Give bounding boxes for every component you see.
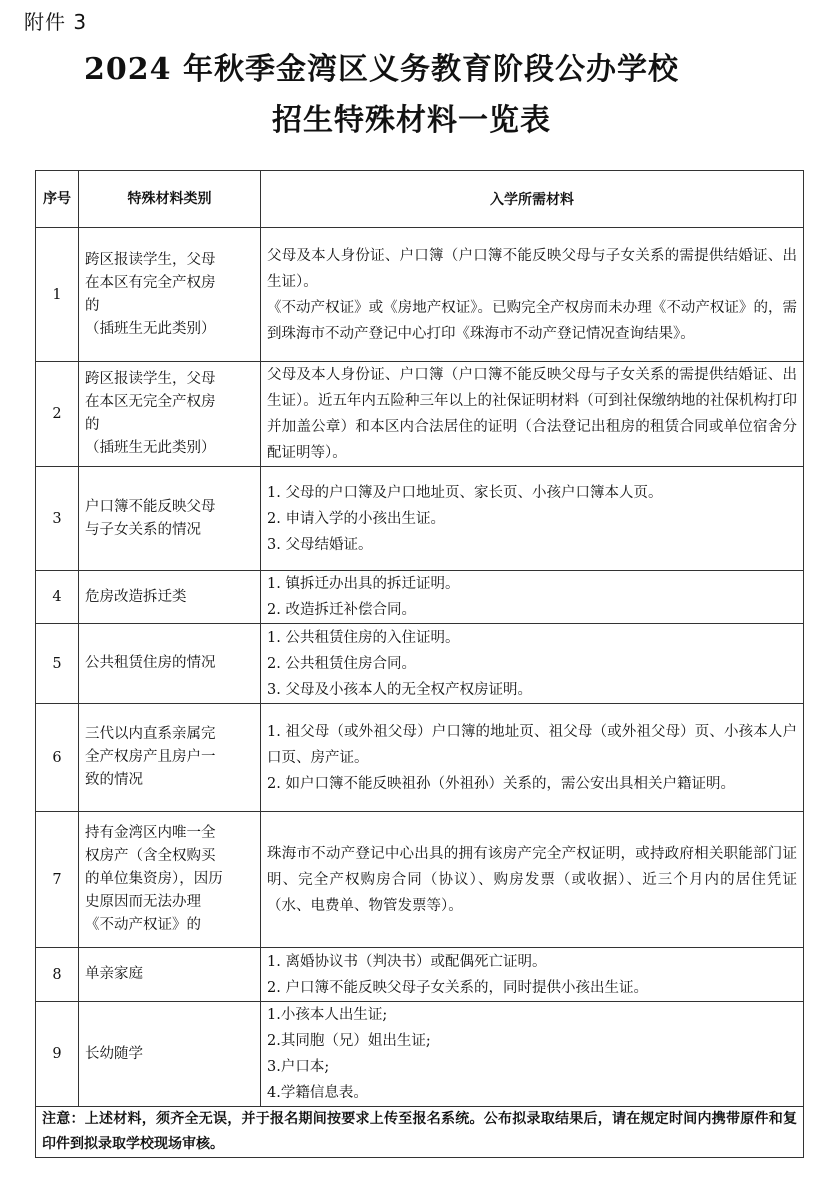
- requirement-item: 2.其同胞（兄）姐出生证;: [267, 1033, 431, 1049]
- page-subtitle: 招生特殊材料一览表: [272, 103, 551, 138]
- requirement-item: 4.学籍信息表。: [267, 1085, 368, 1101]
- row-number: 5: [36, 624, 79, 704]
- requirement-item: 珠海市不动产登记中心出具的拥有该房产完全产权证明，或持政府相关职能部门证明、完全产权购房合同（协议）、购房发票（或收据）、近三个月内的居住凭证（水、电费单、物管发票等）。: [267, 845, 797, 914]
- category-line: 史原因而无法办理: [85, 894, 201, 910]
- row-requirements: [261, 571, 804, 624]
- category-line: 长幼随学: [85, 1045, 143, 1062]
- row-category: [79, 812, 261, 948]
- row-number: 9: [36, 1002, 79, 1107]
- category-line: 的: [85, 297, 100, 314]
- requirement-item: 《不动产权证》或《房地产权证》。已购完全产权房而未办理《不动产权证》的，需到珠海市不动产登记中心打印《珠海市不动产登记情况查询结果》。: [267, 299, 797, 342]
- header-requirements: 入学所需材料: [261, 171, 804, 228]
- category-line: 公共租赁住房的情况: [85, 655, 216, 671]
- table-row: [36, 228, 804, 362]
- category-line: 全产权房产且房户一: [85, 749, 216, 765]
- table-row: [36, 362, 804, 467]
- category-line: 持有金湾区内唯一全: [85, 825, 216, 841]
- category-line: 在本区有完全产权房: [85, 274, 216, 291]
- row-category: [79, 228, 261, 362]
- requirement-item: 2. 改造拆迁补偿合同。: [267, 602, 416, 618]
- table-row: [36, 467, 804, 571]
- requirement-item: 1.小孩本人出生证;: [267, 1007, 388, 1023]
- category-line: 权房产（含全权购买: [85, 848, 216, 864]
- row-number: 6: [36, 704, 79, 812]
- requirement-item: 2. 户口簿不能反映父母子女关系的，同时提供小孩出生证。: [267, 979, 648, 996]
- header-category: 特殊材料类别: [79, 171, 261, 228]
- row-number: 4: [36, 571, 79, 624]
- row-requirements: [261, 1002, 804, 1107]
- row-requirements: [261, 467, 804, 571]
- requirement-item: 2. 申请入学的小孩出生证。: [267, 510, 445, 527]
- category-line: 单亲家庭: [85, 966, 143, 982]
- category-line: 的: [85, 417, 100, 433]
- requirement-item: 2. 公共租赁住房合同。: [267, 655, 416, 672]
- category-line: 危房改造拆迁类: [85, 588, 187, 605]
- row-requirements: [261, 812, 804, 948]
- table-row: [36, 624, 804, 704]
- requirement-item: 1. 祖父母（或外祖父母）户口簿的地址页、祖父母（或外祖父母）页、小孩本人户口页、房产证。: [267, 723, 797, 766]
- row-requirements: [261, 704, 804, 812]
- row-number: 8: [36, 948, 79, 1002]
- requirement-item: 2. 如户口簿不能反映祖孙（外祖孙）关系的，需公安出具相关户籍证明。: [267, 775, 735, 792]
- requirement-item: 1. 离婚协议书（判决书）或配偶死亡证明。: [267, 953, 547, 970]
- attachment-label: 附件 3: [24, 10, 88, 34]
- row-category: [79, 1002, 261, 1107]
- requirement-item: 1. 镇拆迁办出具的拆迁证明。: [267, 576, 460, 592]
- row-category: [79, 571, 261, 624]
- table-row: [36, 1002, 804, 1107]
- requirement-item: 3. 父母结婚证。: [267, 536, 373, 553]
- table-row: [36, 571, 804, 624]
- requirement-item: 父母及本人身份证、户口簿（户口簿不能反映父母与子女关系的需提供结婚证、出生证）。近五年内五险种三年以上的社保证明材料（可到社保缴纳地的社保机构打印并加盖公章）和本区内合法居住的证明（合法登记出租房的租赁合同或单位宿舍分配证明等）。: [267, 367, 797, 461]
- row-category: [79, 704, 261, 812]
- row-requirements: [261, 228, 804, 362]
- row-number: 3: [36, 467, 79, 571]
- row-category: [79, 467, 261, 571]
- note-text: 注意：上述材料，须齐全无误，并于报名期间按要求上传至报名系统。公布拟录取结果后，请在规定时间内携带原件和复印件到拟录取学校现场审核。: [36, 1107, 804, 1158]
- table-row: [36, 812, 804, 948]
- table-header-row: [36, 171, 804, 228]
- category-line: 《不动产权证》的: [85, 917, 201, 933]
- requirement-item: 1. 父母的户口簿及户口地址页、家长页、小孩户口簿本人页。: [267, 484, 663, 501]
- category-line: （插班生无此类别）: [85, 320, 216, 337]
- row-category: [79, 624, 261, 704]
- category-line: 的单位集资房），因历: [85, 871, 223, 887]
- category-line: 跨区报读学生，父母: [85, 251, 216, 268]
- category-line: 户口簿不能反映父母: [85, 498, 216, 515]
- row-requirements: [261, 624, 804, 704]
- row-number: 7: [36, 812, 79, 948]
- category-line: （插班生无此类别）: [85, 440, 216, 456]
- requirement-item: 1. 公共租赁住房的入住证明。: [267, 629, 460, 646]
- row-requirements: [261, 362, 804, 467]
- category-line: 致的情况: [85, 772, 143, 788]
- table-body: [36, 228, 804, 1107]
- requirement-item: 3. 父母及小孩本人的无全权产权房证明。: [267, 681, 532, 698]
- category-line: 跨区报读学生，父母: [85, 371, 216, 387]
- category-line: 与子女关系的情况: [85, 521, 201, 538]
- requirement-item: 父母及本人身份证、户口簿（户口簿不能反映父母与子女关系的需提供结婚证、出生证）。: [267, 247, 797, 290]
- page-title: 2024 年秋季金湾区义务教育阶段公办学校: [84, 52, 679, 87]
- row-number: 1: [36, 228, 79, 362]
- category-line: 三代以内直系亲属完: [85, 726, 216, 742]
- materials-table: [35, 170, 804, 1158]
- row-category: [79, 362, 261, 467]
- note-row: [36, 1107, 804, 1158]
- row-requirements: [261, 948, 804, 1002]
- category-line: 在本区无完全产权房: [85, 394, 216, 410]
- row-category: [79, 948, 261, 1002]
- table-row: [36, 948, 804, 1002]
- table-row: [36, 704, 804, 812]
- header-no: 序号: [36, 171, 79, 228]
- requirement-item: 3.户口本;: [267, 1059, 330, 1075]
- row-number: 2: [36, 362, 79, 467]
